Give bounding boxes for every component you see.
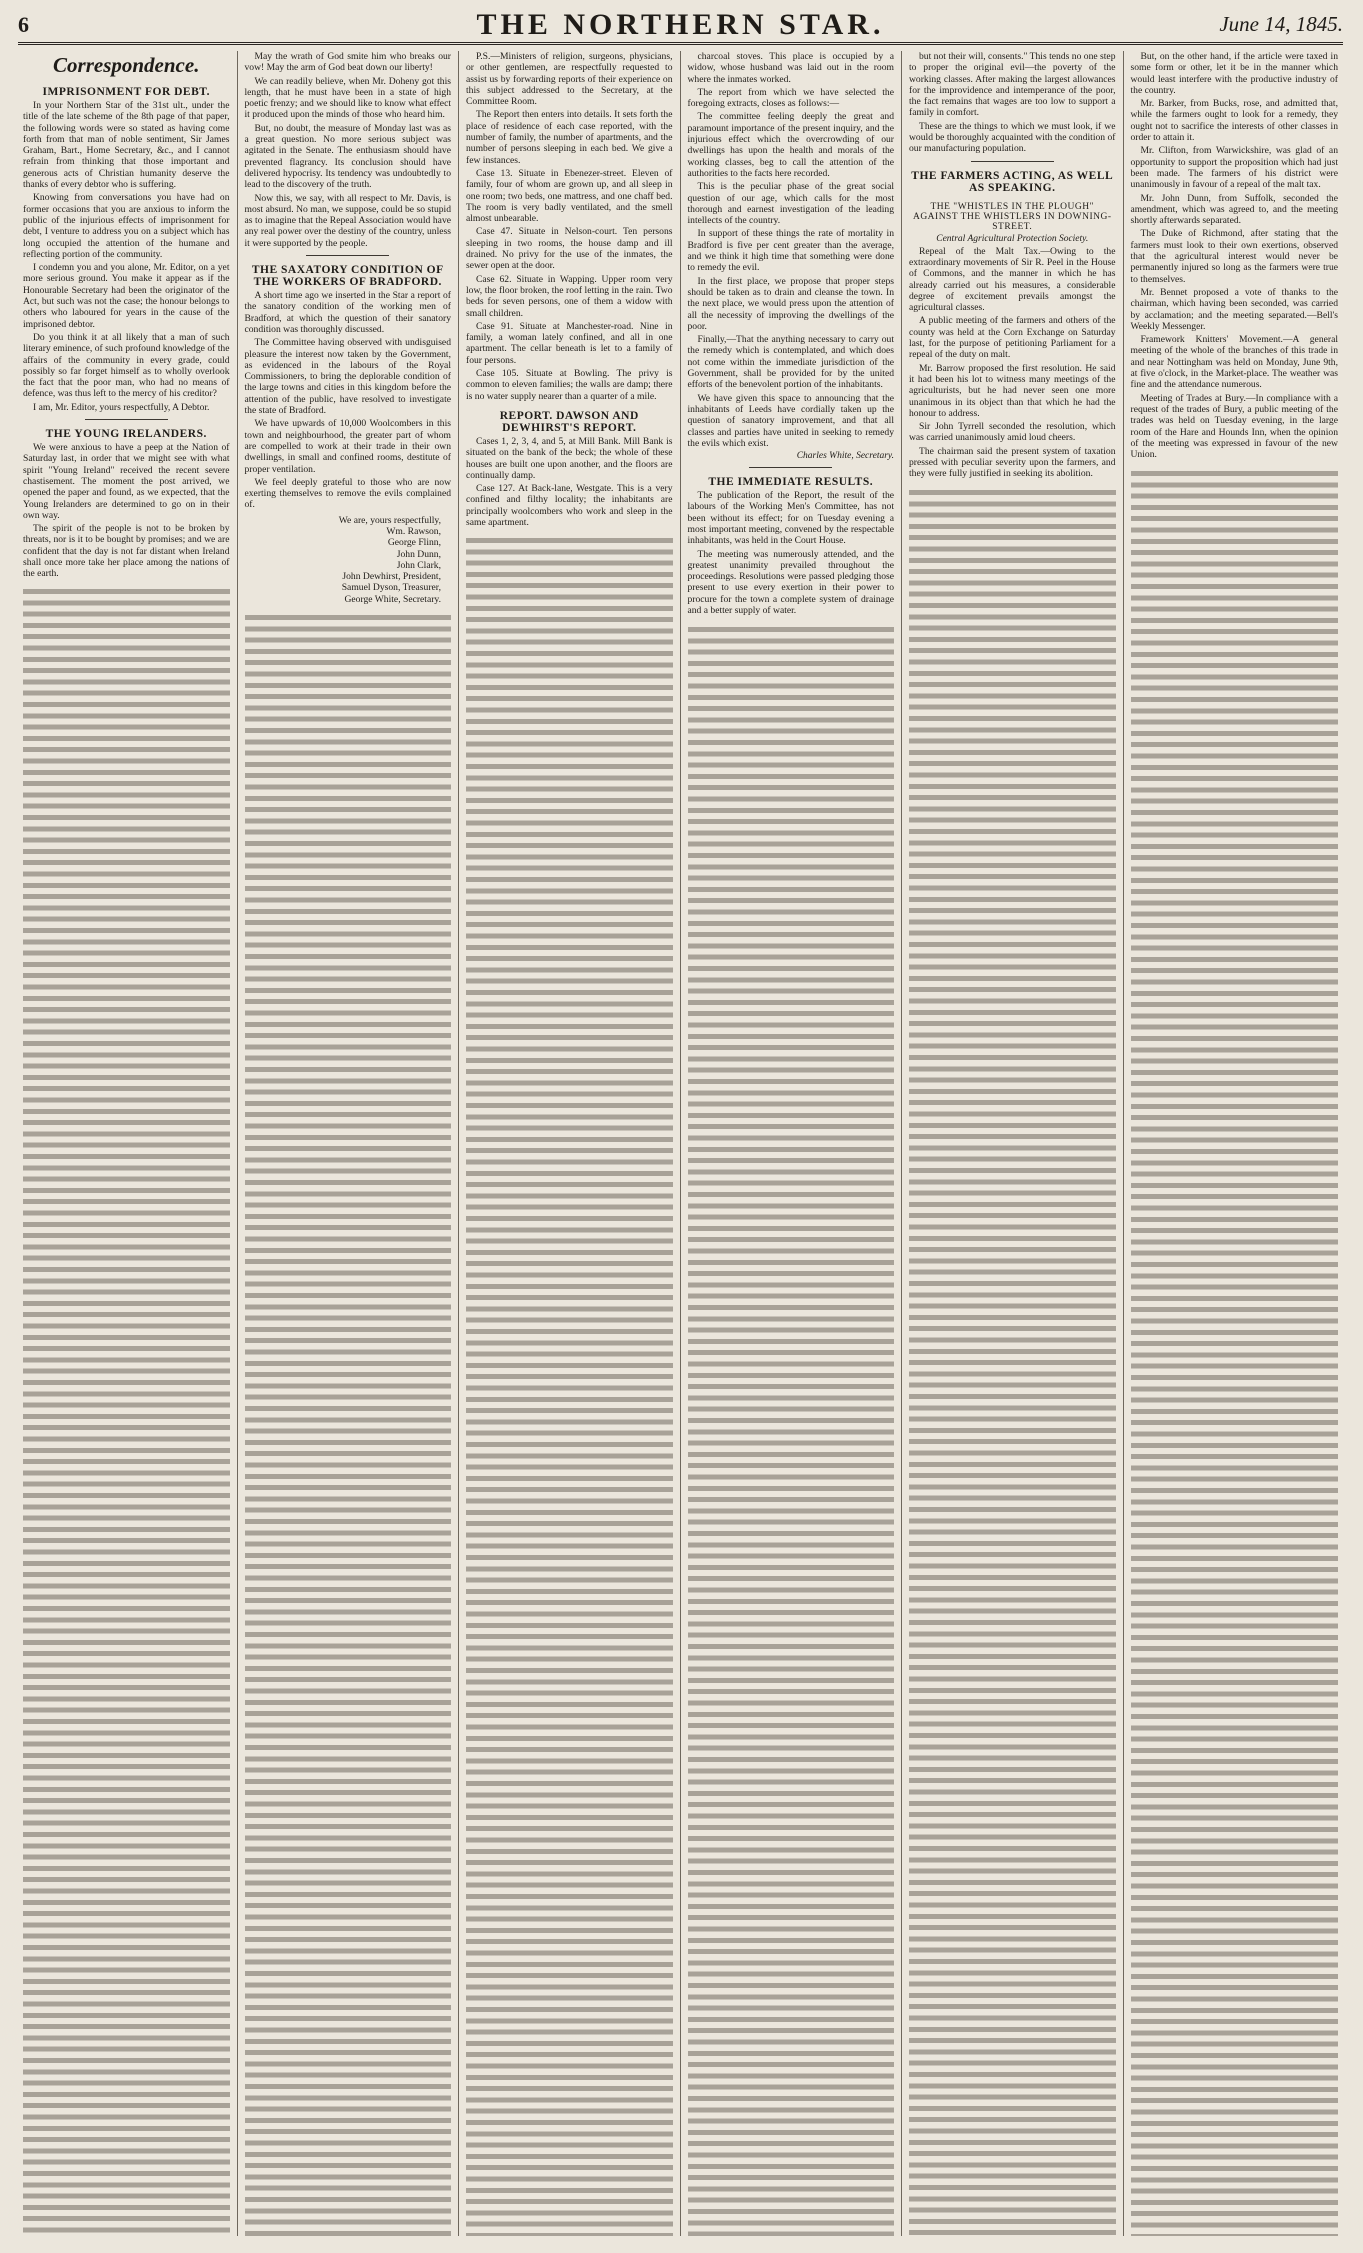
article-heading: REPORT. DAWSON AND DEWHIRST'S REPORT.	[499, 409, 639, 434]
paragraph: Mr. Barker, from Bucks, rose, and admitted that, while the farmers ought to look for a remedy, they ought not to sacrifice the interests of other classes in order to attain it.	[1130, 98, 1338, 144]
paragraph: I am, Mr. Editor, yours respectfully, A Debtor.	[33, 401, 210, 413]
divider	[85, 419, 168, 420]
issue-date: June 14, 1845.	[1219, 12, 1343, 36]
paragraph: Case 105. Situate at Bowling. The privy is common to eleven families; the walls are damp; there is no water supply nearer than a quarter of a mile.	[466, 368, 673, 402]
masthead	[18, 8, 1343, 45]
paragraph: The Committee having observed with undisguised pleasure the interest now taken by the Government, as evidenced in the labours of the Royal Commissioners, to bring the deplorable condition of the large towns and cities in this kingdom before the attention of the public, have resolved to investigate the state of Bradford.	[244, 337, 451, 417]
text-body-continuation	[909, 486, 1116, 2236]
divider	[971, 161, 1054, 162]
paragraph: The chairman said the present system of taxation pressed with peculiar severity upon the farmers, and they were fully justified in seeking its abolition.	[909, 445, 1116, 480]
column-4	[681, 51, 903, 2236]
paragraph: These are the things to which we must look, if we would be thoroughly acquainted with the condition of our manufacturing population.	[909, 120, 1116, 155]
paragraph: The report from which we have selected the foregoing extracts, closes as follows:—	[687, 86, 894, 110]
paragraph: Repeal of the Malt Tax.—Owing to the extraordinary movements of Sir R. Peel in the House of Commons, and the manner in which he has already carried out his measures, a considerable degree of excitement prevails amongst the agricultural classes.	[909, 245, 1116, 314]
text-body-continuation	[1131, 467, 1339, 2236]
paragraph: Finally,—That the anything necessary to carry out the remedy which is contemplated, and which does not come within the immediate jurisdiction of the Government, shall be provided for by the united efforts of the benevolent portion of the inhabitants.	[687, 334, 894, 391]
paragraph: Mr. John Dunn, from Suffolk, seconded the amendment, which was agreed to, and the meeting shortly afterwards separated.	[1130, 192, 1338, 227]
paragraph: Case 127. At Back-lane, Westgate. This is a very confined and filthy locality; the inhabitants are principally woolcombers who work and sleep in the same apartment.	[466, 483, 673, 528]
article-heading: THE FARMERS ACTING, AS WELL AS SPEAKING.	[911, 169, 1114, 194]
paragraph: The Report then enters into details. It sets forth the place of residence of each case reported, with the number of family, the number of apartments, and the number of persons sleeping in each bed. We give a few instances.	[466, 109, 673, 166]
paragraph: In the first place, we propose that proper steps should be taken as to drain and cleanse the town. In the next place, we would press upon the attention of all the necessity of improving the dwellings of the poor.	[687, 275, 894, 332]
column-5	[902, 51, 1124, 2236]
page-number: 6	[18, 12, 29, 37]
paragraph: This is the peculiar phase of the great social question of our age, which calls for the most thorough and earnest investigation of the leading intellects of the country.	[687, 181, 894, 227]
section-title: Correspondence.	[53, 53, 200, 77]
paragraph: The meeting was numerously attended, and the greatest unanimity prevailed throughout the proceedings. Resolutions were passed pledging those present to use every exertion in their power to procure for the town a complete system of drainage and a better supply of water.	[687, 548, 894, 617]
paragraph: Sir John Tyrrell seconded the resolution, which was carried unanimously amid loud cheers.	[909, 421, 1116, 444]
paragraph: Mr. Clifton, from Warwickshire, was glad of an opportunity to support the proposition which had just been made. The farmers of his district were unanimously in favour of a repeal of the malt tax.	[1130, 145, 1338, 191]
article-heading: IMPRISONMENT FOR DEBT.	[42, 86, 210, 98]
column-2	[238, 51, 460, 2236]
paragraph: We have upwards of 10,000 Woolcombers in this town and neighbourhood, the greater part of whom are compelled to work at their trade in their own dwellings, in small and confined rooms, destitute of proper ventilation.	[244, 418, 451, 475]
paragraph: Knowing from conversations you have had on former occasions that you are anxious to inform the public of the injurious effects of imprisonment for debt, I venture to address you on a subject which has long occupied the attention of the humane and reflecting portion of the community.	[23, 192, 230, 260]
dateline: Central Agricultural Protection Society.	[936, 233, 1089, 244]
paragraph: We were anxious to have a peep at the Nation of Saturday last, in order that we might see with what spirit "Young Ireland" received the recent severe chastisement. The moment the post arrived, we opened the paper and found, as we expected, that the Young Irelanders are determined to go on in their own way.	[23, 442, 230, 521]
text-body-continuation	[466, 534, 673, 2236]
paragraph: Cases 1, 2, 3, 4, and 5, at Mill Bank. Mill Bank is situated on the bank of the beck; the whole of these houses are built one upon another, and the floors are continually damp.	[466, 435, 673, 481]
article-subheading: THE "WHISTLES IN THE PLOUGH" AGAINST THE WHISTLERS IN DOWNING-STREET.	[912, 201, 1112, 232]
text-body-continuation	[688, 623, 895, 2236]
paragraph: Meeting of Trades at Bury.—In compliance with a request of the trades of Bury, a public meeting of the trades was held on Tuesday evening, in the large room of the Hare and Hounds Inn, when the opinion of the meeting was expressed in favour of the new Union.	[1130, 392, 1338, 461]
paragraph: Case 13. Situate in Ebenezer-street. Eleven of family, four of whom are grown up, and all sleep in one room; two beds, one mattress, and one chaff bed. The room is very badly ventilated, and the smell almost unbearable.	[466, 167, 673, 225]
paragraph: We feel deeply grateful to those who are now exerting themselves to remove the evils complained of.	[244, 476, 451, 511]
signature: Charles White, Secretary.	[796, 451, 894, 462]
paragraph: Framework Knitters' Movement.—A general meeting of the whole of the branches of this trade in and near Nottingham was held on Monday, June 9th, at five o'clock, in the Market-place. The weather was fine and the attendance numerous.	[1130, 334, 1338, 391]
paragraph: A public meeting of the farmers and others of the county was held at the Corn Exchange on Saturday last, for the purpose of petitioning Parliament for a repeal of the duty on malt.	[909, 315, 1116, 361]
column-6	[1124, 51, 1346, 2236]
column-1	[16, 51, 238, 2236]
paragraph: Do you think it at all likely that a man of such literary eminence, of such profound knowledge of the affairs of the community in every grade, could possibly so far forget himself as to wholly overlook the fact that the poor man, who had no means of defence, was thus left to the mercy of his creditor?	[23, 331, 230, 400]
paragraph: Mr. Bennet proposed a vote of thanks to the chairman, which having been seconded, was carried by acclamation; and the meeting separated.—Bell's Weekly Messenger.	[1130, 286, 1338, 332]
signatures: We are, yours respectfully, Wm. Rawson, George Flinn, John Dunn, John Clark, John Dewhirst, President, Samuel Dyson, Treasurer, George White, Secretary.	[338, 514, 441, 605]
paragraph: Case 47. Situate in Nelson-court. Ten persons sleeping in two rooms, the house damp and ill drained. No privy for the use of the inmates, the sewer open at the door.	[466, 226, 673, 272]
paragraph: P.S.—Ministers of religion, surgeons, physicians, or other gentlemen, are respectfully requested to assist us by forwarding reports of their experience on this subject addressed to the Secretary, at the Committee Room.	[466, 51, 673, 108]
paragraph: We can readily believe, when Mr. Doheny got this length, that he must have been in a state of high poetic frenzy; and we should like to know what effect it produced upon the minds of those who heard him.	[244, 75, 451, 121]
article-heading: THE YOUNG IRELANDERS.	[45, 428, 207, 441]
paragraph: Now this, we say, with all respect to Mr. Davis, is most absurd. No man, we suppose, could be so stupid as to imagine that the Repeal Association would have any real power over the destiny of the country, unless it were supported by the people.	[244, 192, 451, 249]
text-body-continuation	[245, 611, 452, 2236]
paragraph: I condemn you and you alone, Mr. Editor, on a yet more serious ground. You make it appear as if the Honourable Secretary had been the originator of the Act, but such was not the case; the honour belongs to others who laboured for years in the cause of the imprisoned debtor.	[23, 262, 230, 330]
paragraph: In support of these things the rate of mortality in Bradford is five per cent greater than the average, and we think it high time that something were done to remedy the evil.	[687, 228, 894, 274]
paragraph: The spirit of the people is not to be broken by threats, nor is it to be bought by promises; and we are confident that the day is not far distant when Ireland shall once more take her place among the nations of the earth.	[23, 523, 230, 580]
paragraph: charcoal stoves. This place is occupied by a widow, whose husband was laid out in the room where the inmates worked.	[687, 51, 894, 85]
article-heading: THE IMMEDIATE RESULTS.	[708, 476, 874, 489]
article-heading: THE SAXATORY CONDITION OF THE WORKERS OF BRADFORD.	[251, 264, 444, 289]
divider	[749, 467, 832, 468]
paragraph: In your Northern Star of the 31st ult., under the title of the late scheme of the 8th page of that paper, the following words were so stated as having come forth from that man of noble sentiment, Sir James Graham, Bart., Home Secretary, &c., and I cannot refrain from thinking that those important and generous acts of Christian humanity deserve the thanks of every debtor who is suffering.	[23, 100, 230, 191]
newspaper-title: THE NORTHERN STAR.	[476, 8, 885, 41]
paragraph: But, on the other hand, if the article were taxed in some form or other, let it be in the manner which would least interfere with the productive industry of the country.	[1130, 51, 1338, 96]
paragraph: but not their will, consents." This tends no one step to proper the original evil—the poverty of the working classes. After making the largest allowances for the improvidence and intemperance of the poor, the fact remains that wages are too low to support a family in comfort.	[909, 51, 1116, 119]
paragraph: The Duke of Richmond, after stating that the farmers must look to their own exertions, observed that the agricultural interest would never be permanently injured so long as the farmers were true to themselves.	[1130, 228, 1338, 285]
text-body-continuation	[23, 585, 230, 2236]
paragraph: May the wrath of God smite him who breaks our vow! May the arm of God beat down our liberty!	[244, 51, 451, 74]
paragraph: The committee feeling deeply the great and paramount importance of the present inquiry, and the injurious effect which the overcrowding of our dwellings has upon the health and morals of the working classes, beg to call the attention of the authorities to the facts here recorded.	[687, 111, 894, 179]
paragraph: The publication of the Report, the result of the labours of the Working Men's Committee, has not been without its effect; for on Tuesday evening a most important meeting, convened by the respectable inhabitants, was held in the Court House.	[687, 490, 894, 547]
paragraph: But, no doubt, the measure of Monday last was as a great question. No more serious subject was agitated in the Senate. The enthusiasm should have prevented flagrancy. Its conclusion should have delivered hypocrisy. Its tendency was undoubtedly to lead to the discovery of the truth.	[244, 122, 451, 191]
paragraph: Case 91. Situate at Manchester-road. Nine in family, a woman lately confined, and all in one apartment. The cellar beneath is let to a family of four persons.	[466, 320, 673, 366]
paragraph: We have given this space to announcing that the inhabitants of Leeds have cordially taken up the question of sanatory improvement, and that all classes and parties have united in seeking to remedy the evils which exist.	[687, 392, 894, 449]
paragraph: Case 62. Situate in Wapping. Upper room very low, the floor broken, the roof letting in the rain. Two beds for seven persons, one of them a widow with small children.	[466, 273, 673, 319]
paragraph: A short time ago we inserted in the Star a report of the sanatory condition of the working men of Bradford, at which the question of their sanatory condition was thoroughly discussed.	[244, 290, 451, 335]
paragraph: Mr. Barrow proposed the first resolution. He said it had been his lot to witness many meetings of the agriculturists, but he had never seen one more unanimous in its object than that which he had the honour to address.	[909, 362, 1116, 419]
column-3	[459, 51, 681, 2236]
text-columns	[16, 51, 1345, 2236]
divider	[306, 255, 389, 256]
